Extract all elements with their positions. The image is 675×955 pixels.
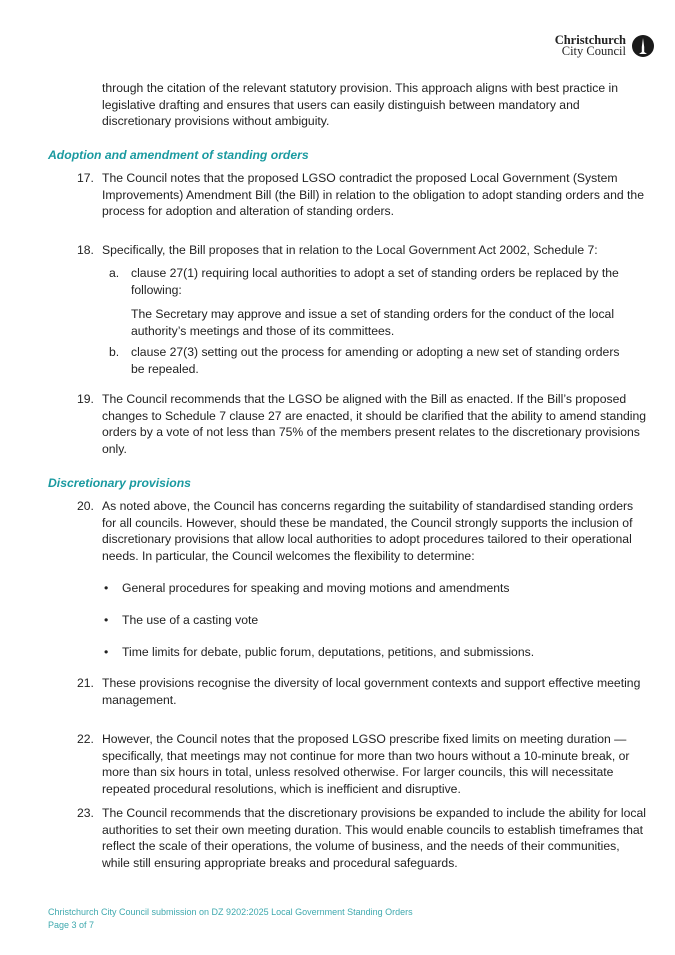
paragraph-20 xyxy=(77,498,647,564)
sub-label: b. xyxy=(109,345,120,359)
bullet-item xyxy=(104,612,622,629)
quoted-text: The Secretary may approve and issue a set of standing orders for the conduct of the local authority’s meetings and those of its committees. xyxy=(131,307,615,338)
bullet-icon: • xyxy=(104,645,109,659)
bullet-text: General procedures for speaking and moving motions and amendments xyxy=(122,581,510,595)
paragraph-number: 23. xyxy=(77,806,94,820)
paragraph-number: 22. xyxy=(77,732,94,746)
paragraph-text: The Council recommends that the LGSO be aligned with the Bill as enacted. If the Bill’s proposed changes to Schedule 7 clause 27 are enacted, it should be clarified that the ability to amend standing orders by a vote of not less than 75% of the members present relates to the discretionary provisions only. xyxy=(102,392,647,456)
footer xyxy=(48,906,413,931)
sub-item-b xyxy=(109,344,631,377)
sub-text: clause 27(3) setting out the process for amending or adopting a new set of standing orders be repealed. xyxy=(131,345,620,376)
sub-label: a. xyxy=(109,266,120,280)
paragraph-19 xyxy=(77,391,647,457)
paragraph-text: However, the Council notes that the proposed LGSO prescribe fixed limits on meeting duration — specifically, that meetings may not continue for more than two hours without a 10-minute break, or more than six hours in total, unless resolved otherwise. For larger councils, this will necessitate repeated procedural resolutions, which is inefficient and disruptive. xyxy=(102,732,630,796)
section-heading-discretionary: Discretionary provisions xyxy=(48,476,191,490)
bullet-item xyxy=(104,580,622,597)
paragraph-18 xyxy=(77,242,647,259)
sub-item-a xyxy=(109,265,631,298)
cathedral-logo-icon xyxy=(632,35,654,57)
paragraph-text: The Council recommends that the discretionary provisions be expanded to include the ability for local authorities to set their own meeting duration. This would enable councils to establish timeframes that reflect the scale of their operations, the volume of business, and the needs of their communities, while still ensuring appropriate breaks and procedural safeguards. xyxy=(102,806,646,870)
intro-paragraph: through the citation of the relevant statutory provision. This approach aligns with best practice in legislative drafting and ensures that users can easily distinguish between mandatory and discretionary provisions without ambiguity. xyxy=(102,81,618,129)
bullet-text: Time limits for debate, public forum, deputations, petitions, and submissions. xyxy=(122,645,535,659)
paragraph-text: The Council notes that the proposed LGSO contradict the proposed Local Government (System Improvements) Amendment Bill (the Bill) in relation to the obligation to adopt standing orders and the process for adoption and alteration of standing orders. xyxy=(102,171,644,219)
section-heading-adoption: Adoption and amendment of standing orders xyxy=(48,148,309,162)
page-number: Page 3 of 7 xyxy=(48,919,95,930)
paragraph-number: 17. xyxy=(77,171,94,185)
paragraph-17 xyxy=(77,170,647,220)
paragraph-text: These provisions recognise the diversity of local government contexts and support effective meeting management. xyxy=(102,676,641,707)
logo-line2: City Council xyxy=(561,44,626,58)
footer-title: Christchurch City Council submission on DZ 9202:2025 Local Government Standing Orders xyxy=(48,907,413,917)
paragraph-22 xyxy=(77,731,647,797)
paragraph-number: 19. xyxy=(77,392,94,406)
bullet-icon: • xyxy=(104,613,109,627)
paragraph-number: 20. xyxy=(77,499,94,513)
bullet-text: The use of a casting vote xyxy=(122,613,259,627)
logo-line1: Christchurch xyxy=(554,33,626,47)
paragraph-23 xyxy=(77,805,647,871)
paragraph-number: 21. xyxy=(77,676,94,690)
sub-text: clause 27(1) requiring local authorities to adopt a set of standing orders be replaced by the following: xyxy=(131,266,619,297)
paragraph-text: Specifically, the Bill proposes that in relation to the Local Government Act 2002, Schedule 7: xyxy=(102,243,598,257)
bullet-item xyxy=(104,644,622,661)
paragraph-21 xyxy=(77,675,647,708)
bullet-icon: • xyxy=(104,581,109,595)
council-logo xyxy=(556,34,654,58)
paragraph-text: As noted above, the Council has concerns regarding the suitability of standardised standing orders for all councils. However, should these be mandated, the Council strongly supports the inclusion of discretionary provisions that allow local authorities to adopt procedures tailored to their operational needs. In particular, the Council welcomes the flexibility to determine: xyxy=(102,499,634,563)
paragraph-number: 18. xyxy=(77,243,94,257)
